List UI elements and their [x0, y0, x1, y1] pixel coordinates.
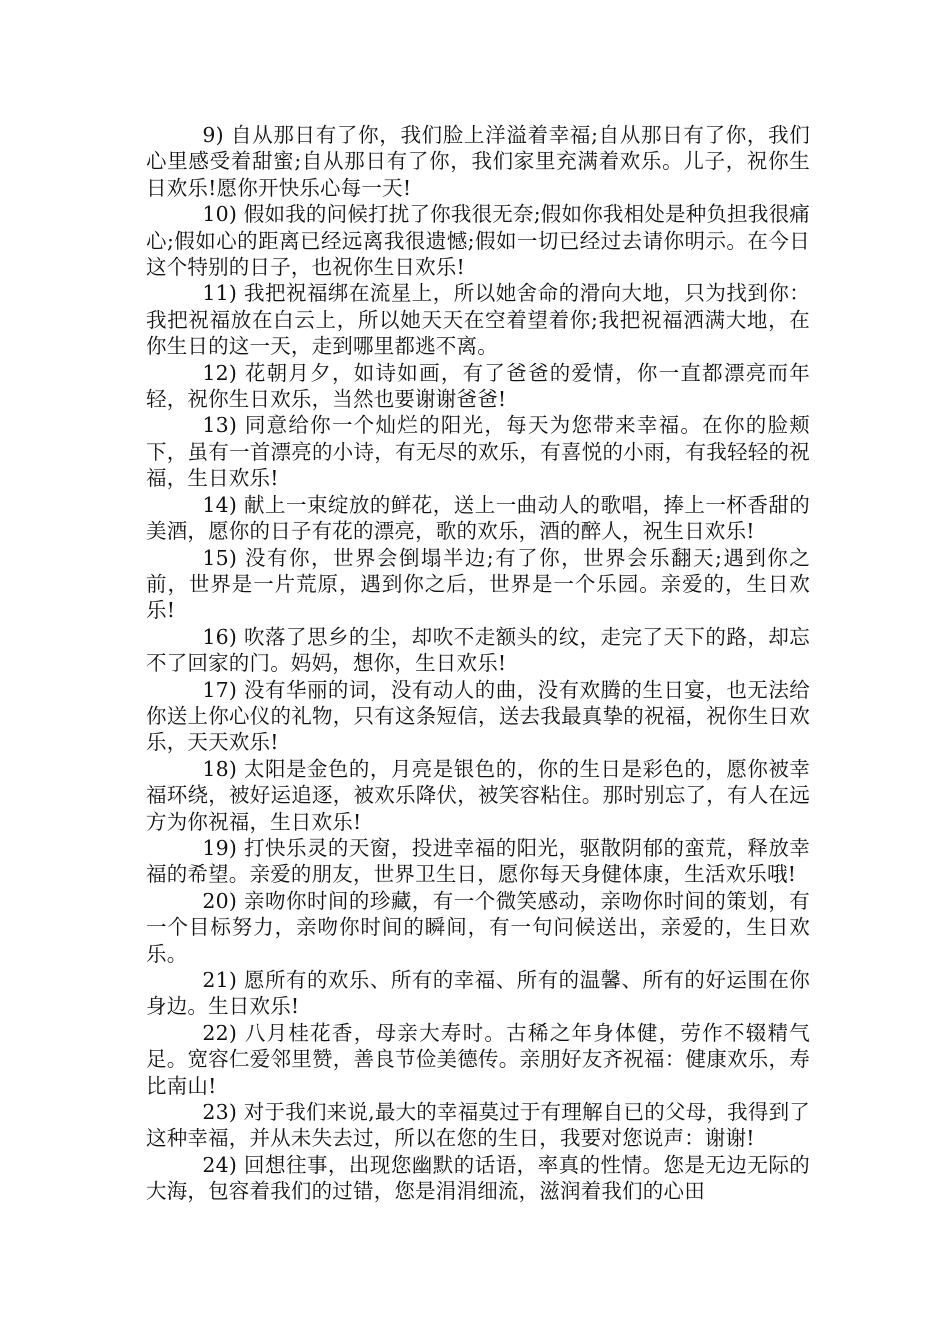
paragraph-9: 9) 自从那日有了你，我们脸上洋溢着幸福;自从那日有了你，我们心里感受着甜蜜;自从那日有了你，我们家里充满着欢乐。儿子，祝你生日欢乐!愿你开快乐心每一天! — [146, 123, 810, 200]
paragraph-11: 11) 我把祝福绑在流星上，所以她舍命的滑向大地，只为找到你：我把祝福放在白云上，所以她天天在空着望着你;我把祝福洒满大地，在你生日的这一天，走到哪里都逃不离。 — [146, 281, 810, 359]
paragraph-23: 23) 对于我们来说,最大的幸福莫过于有理解自已的父母，我得到了这种幸福，并从未失去过，所以在您的生日，我要对您说声：谢谢! — [146, 1100, 810, 1151]
paragraph-13: 13) 同意给你一个灿烂的阳光，每天为您带来幸福。在你的脸颊下，虽有一首漂亮的小诗，有无尽的欢乐，有喜悦的小雨，有我轻轻的祝福，生日欢乐! — [146, 413, 810, 491]
paragraph-17: 17) 没有华丽的词，没有动人的曲，没有欢腾的生日宴，也无法给你送上你心仪的礼物，只有这条短信，送去我最真挚的祝福，祝你生日欢乐，天天欢乐! — [146, 677, 810, 755]
paragraph-15: 15) 没有你，世界会倒塌半边;有了你，世界会乐翻天;遇到你之前，世界是一片荒原，遇到你之后，世界是一个乐园。亲爱的，生日欢乐! — [146, 545, 810, 623]
paragraph-18: 18) 太阳是金色的，月亮是银色的，你的生日是彩色的，愿你被幸福环绕，被好运追逐，被欢乐降伏，被笑容粘住。那时别忘了，有人在远方为你祝福，生日欢乐! — [146, 756, 810, 834]
paragraph-12: 12) 花朝月夕，如诗如画，有了爸爸的爱情，你一直都漂亮而年轻，祝你生日欢乐，当然也要谢谢爸爸! — [146, 360, 810, 412]
paragraph-16: 16) 吹落了思乡的尘，却吹不走额头的纹，走完了天下的路，却忘不了回家的门。妈妈，想你，生日欢乐! — [146, 624, 810, 676]
paragraph-22: 22) 八月桂花香，母亲大寿时。古稀之年身体健，劳作不辍精气足。宽容仁爱邻里赞，善良节俭美德传。亲朋好友齐祝福：健康欢乐，寿比南山! — [146, 1020, 810, 1098]
paragraph-21: 21) 愿所有的欢乐、所有的幸福、所有的温馨、所有的好运围在你身边。生日欢乐! — [146, 968, 810, 1019]
paragraph-24: 24) 回想往事，出现您幽默的话语，率真的性情。您是无边无际的大海，包容着我们的过错，您是涓涓细流，滋润着我们的心田 — [146, 1152, 810, 1204]
paragraph-19: 19) 打快乐灵的天窗，投进幸福的阳光，驱散阴郁的蛮荒，释放幸福的希望。亲爱的朋友，世界卫生日，愿你每天身健体康，生活欢乐哦! — [146, 835, 810, 887]
document-body — [146, 122, 810, 1205]
paragraph-10: 10) 假如我的问候打扰了你我很无奈;假如你我相处是种负担我很痛心;假如心的距离已经远离我很遗憾;假如一切已经过去请你明示。在今日这个特别的日子，也祝你生日欢乐! — [146, 202, 810, 280]
paragraph-20: 20) 亲吻你时间的珍藏，有一个微笑感动，亲吻你时间的策划，有一个目标努力，亲吻你时间的瞬间，有一句问候送出，亲爱的，生日欢乐。 — [146, 888, 810, 966]
paragraph-14: 14) 献上一束绽放的鲜花，送上一曲动人的歌唱，捧上一杯香甜的美酒，愿你的日子有花的漂亮，歌的欢乐，酒的醉人，祝生日欢乐! — [146, 492, 810, 544]
